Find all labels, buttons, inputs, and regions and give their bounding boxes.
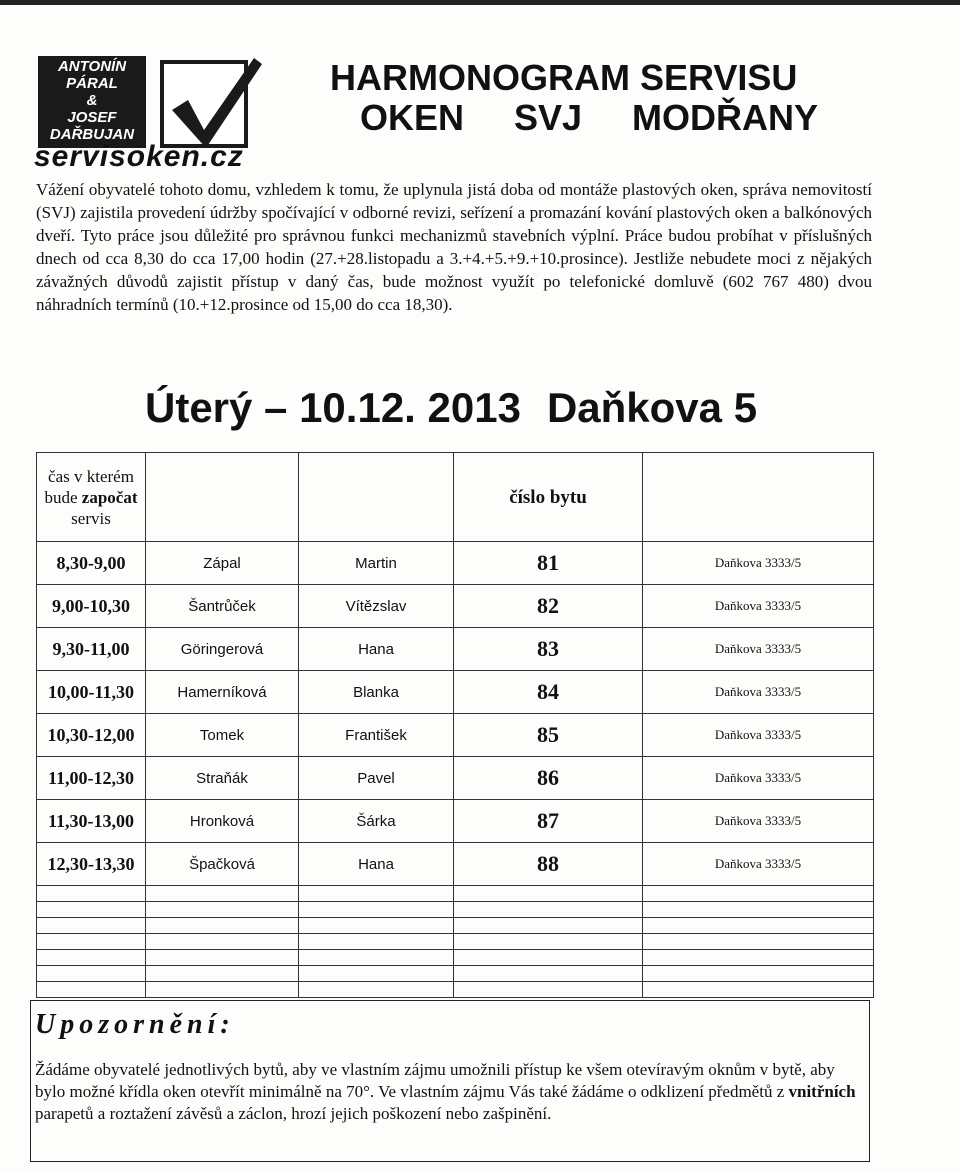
logo-line: PÁRAL [66, 75, 118, 92]
schedule-date: Úterý – 10.12. 2013 [145, 384, 521, 431]
row-time: 8,30-9,00 [37, 542, 146, 585]
logo-line: & [86, 92, 98, 109]
row-time: 9,30-11,00 [37, 628, 146, 671]
header-name [299, 453, 454, 542]
row-address: Daňkova 3333/5 [643, 585, 874, 628]
table-row [37, 714, 874, 757]
row-address: Daňkova 3333/5 [643, 628, 874, 671]
row-time: 12,30-13,30 [37, 843, 146, 886]
row-surname: Šantrůček [146, 585, 299, 628]
header-flat-number: číslo bytu [454, 453, 643, 542]
warning-title: Upozornění: [35, 1009, 235, 1040]
row-flat-number: 81 [454, 542, 643, 585]
row-address: Daňkova 3333/5 [643, 671, 874, 714]
row-first-name: František [299, 714, 454, 757]
schedule-heading [145, 383, 845, 433]
row-time: 10,00-11,30 [37, 671, 146, 714]
row-address: Daňkova 3333/5 [643, 714, 874, 757]
empty-row [37, 902, 874, 918]
row-surname: Zápal [146, 542, 299, 585]
warning-box [30, 1000, 870, 1162]
table-row [37, 843, 874, 886]
logo-line: DAŘBUJAN [49, 126, 135, 143]
page-title [330, 58, 850, 138]
row-first-name: Šárka [299, 800, 454, 843]
header-address [643, 453, 874, 542]
row-flat-number: 85 [454, 714, 643, 757]
row-surname: Špačková [146, 843, 299, 886]
logo-website: servisoken.cz [34, 140, 244, 173]
row-flat-number: 82 [454, 585, 643, 628]
header-surname [146, 453, 299, 542]
row-surname: Straňák [146, 757, 299, 800]
empty-row [37, 918, 874, 934]
empty-row [37, 886, 874, 902]
row-first-name: Vítězslav [299, 585, 454, 628]
table-row [37, 628, 874, 671]
row-address: Daňkova 3333/5 [643, 542, 874, 585]
row-time: 11,00-12,30 [37, 757, 146, 800]
table-row [37, 542, 874, 585]
intro-paragraph: Vážení obyvatelé tohoto domu, vzhledem k tomu, že uplynula jistá doba od montáže plastových oken, správa nemovitostí (SVJ) zajistila provedení údržby spočívající v odborné revizi, seřízení a promazání kování plastových oken a balkónových dveří. Tyto práce jsou důležité pro správnou funkci mechanizmů stavebních výplní. Práce budou probíhat v příslušných dnech od cca 8,30 do cca 17,00 hodin (27.+28.listopadu a 3.+4.+5.+9.+10.prosince). Jestliže nebudete moci z nějakých závažných důvodů zajistit přístup v daný čas, bude možnost využít po telefonické domluvě (602 767 480) dvou náhradních termínů (10.+12.prosince od 15,00 do cca 18,30). [36, 180, 872, 314]
row-flat-number: 84 [454, 671, 643, 714]
title-line-1: HARMONOGRAM SERVISU [330, 57, 798, 98]
header-time: čas v kterém bude započat servis [37, 453, 146, 542]
schedule-table [36, 452, 874, 998]
row-address: Daňkova 3333/5 [643, 800, 874, 843]
row-surname: Göringerová [146, 628, 299, 671]
schedule-street: Daňkova 5 [546, 384, 758, 431]
row-flat-number: 83 [454, 628, 643, 671]
row-surname: Hamerníková [146, 671, 299, 714]
row-first-name: Blanka [299, 671, 454, 714]
logo-line: ANTONÍN [57, 58, 127, 75]
warning-text: Žádáme obyvatelé jednotlivých bytů, aby ve vlastním zájmu umožnili přístup ke všem otevíravým oknům v bytě, aby bylo možné křídla oken otevřít minimálně na 70°. Ve vlastním zájmu Vás také žádáme o odklizení předmětů z vnitřních parapetů a roztažení závěsů a záclon, hrozí jejich poškození nebo zašpinění. [35, 1060, 856, 1123]
row-first-name: Hana [299, 843, 454, 886]
table-row [37, 757, 874, 800]
row-flat-number: 88 [454, 843, 643, 886]
empty-row [37, 966, 874, 982]
row-first-name: Hana [299, 628, 454, 671]
row-time: 11,30-13,00 [37, 800, 146, 843]
logo-line: JOSEF [67, 109, 117, 126]
page-top-edge [0, 0, 960, 5]
table-row [37, 800, 874, 843]
title-line-2: OKEN SVJ MODŘANY [360, 97, 819, 138]
company-logo [38, 56, 146, 148]
row-time: 9,00-10,30 [37, 585, 146, 628]
empty-row [37, 950, 874, 966]
row-time: 10,30-12,00 [37, 714, 146, 757]
empty-row [37, 934, 874, 950]
row-first-name: Martin [299, 542, 454, 585]
row-address: Daňkova 3333/5 [643, 757, 874, 800]
row-flat-number: 87 [454, 800, 643, 843]
table-row [37, 585, 874, 628]
table-row [37, 671, 874, 714]
table-header-row [37, 453, 874, 542]
empty-row [37, 982, 874, 998]
row-surname: Tomek [146, 714, 299, 757]
checkmark-icon [160, 60, 248, 148]
row-surname: Hronková [146, 800, 299, 843]
row-address: Daňkova 3333/5 [643, 843, 874, 886]
row-flat-number: 86 [454, 757, 643, 800]
row-first-name: Pavel [299, 757, 454, 800]
